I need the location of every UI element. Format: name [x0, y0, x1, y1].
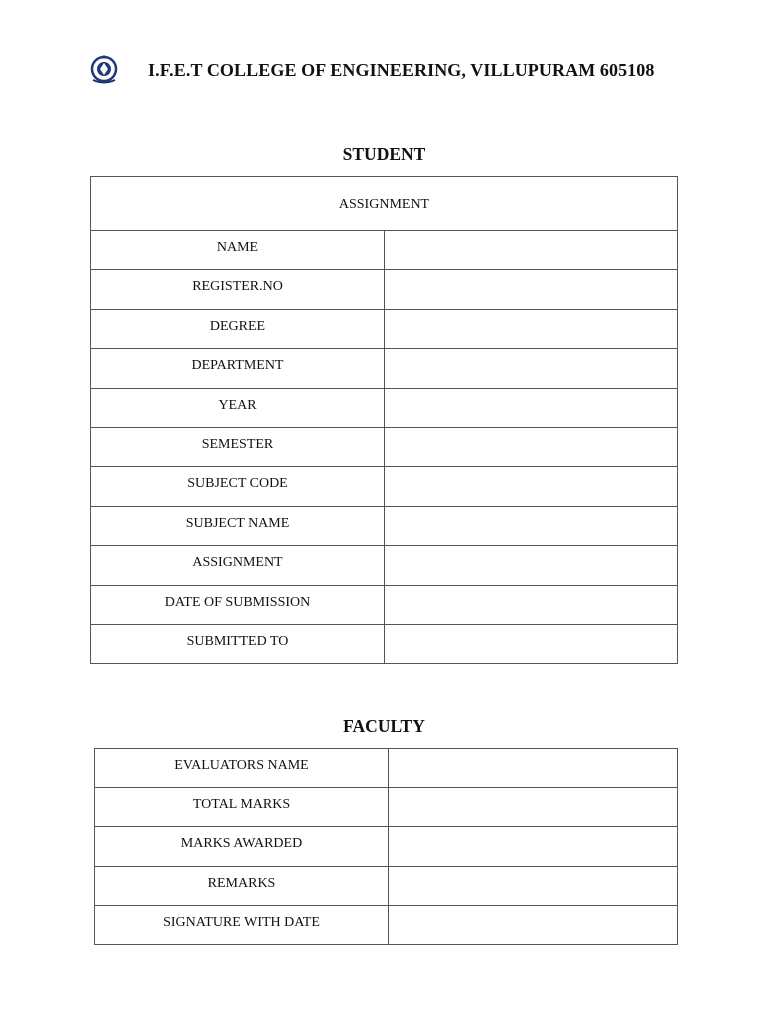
field-label: SUBMITTED TO [91, 624, 385, 663]
degree-value-field[interactable] [385, 309, 678, 348]
field-label: SIGNATURE WITH DATE [95, 905, 389, 944]
name-value-field[interactable] [385, 231, 678, 270]
submitted-to-value-field[interactable] [385, 624, 678, 663]
field-label: DEGREE [91, 309, 385, 348]
field-label: ASSIGNMENT [91, 546, 385, 585]
department-value-field[interactable] [385, 349, 678, 388]
marks-awarded-value-field[interactable] [389, 827, 678, 866]
remarks-value-field[interactable] [389, 866, 678, 905]
total-marks-value-field[interactable] [389, 788, 678, 827]
student-section-title: STUDENT [342, 144, 426, 164]
field-label: REMARKS [95, 866, 389, 905]
student-details-table [90, 176, 678, 664]
assignment-heading: ASSIGNMENT [91, 177, 678, 231]
date-of-submission-value-field[interactable] [385, 585, 678, 624]
signature-with-date-value-field[interactable] [389, 905, 678, 944]
field-label: SUBJECT CODE [91, 467, 385, 506]
semester-value-field[interactable] [385, 427, 678, 466]
faculty-evaluation-table [94, 748, 678, 945]
evaluators-name-value-field[interactable] [389, 749, 678, 788]
field-label: SUBJECT NAME [91, 506, 385, 545]
faculty-section-title: FACULTY [343, 716, 425, 736]
field-label: TOTAL MARKS [95, 788, 389, 827]
register-no-value-field[interactable] [385, 270, 678, 309]
field-label: REGISTER.NO [91, 270, 385, 309]
field-label: MARKS AWARDED [95, 827, 389, 866]
subject-name-value-field[interactable] [385, 506, 678, 545]
field-label: SEMESTER [91, 427, 385, 466]
field-label: NAME [91, 231, 385, 270]
college-name: I.F.E.T COLLEGE OF ENGINEERING, VILLUPURAM 605108 [148, 59, 655, 80]
document-header [88, 54, 688, 86]
field-label: EVALUATORS NAME [95, 749, 389, 788]
subject-code-value-field[interactable] [385, 467, 678, 506]
assignment-value-field[interactable] [385, 546, 678, 585]
year-value-field[interactable] [385, 388, 678, 427]
field-label: DEPARTMENT [91, 349, 385, 388]
field-label: DATE OF SUBMISSION [91, 585, 385, 624]
field-label: YEAR [91, 388, 385, 427]
college-emblem-logo [88, 54, 120, 86]
